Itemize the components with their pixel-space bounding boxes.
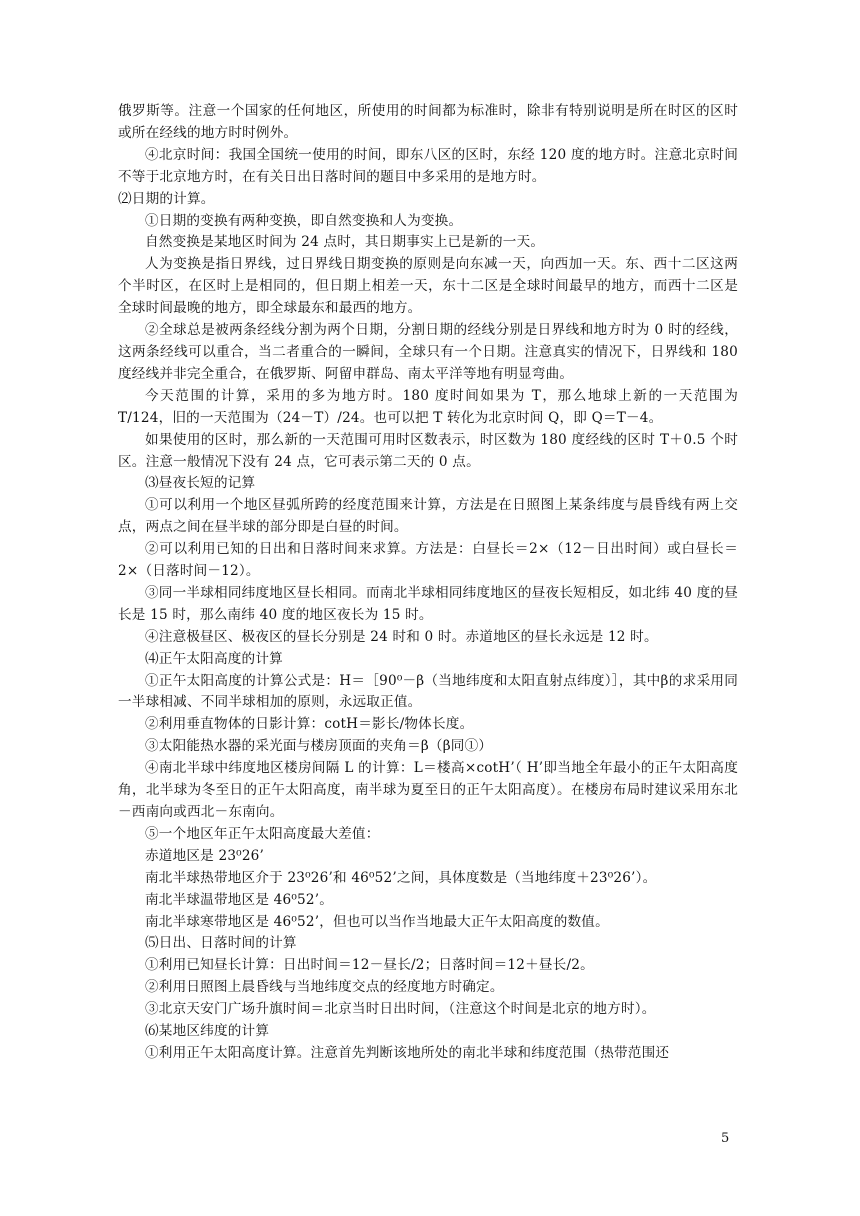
- section-heading: ⑸日出、日落时间的计算: [145, 935, 297, 952]
- paragraph: ④南北半球中纬度地区楼房间隔 L 的计算：L＝楼高×cotH’（ H’即当地全年最小的正午太阳高度角，北半球为冬至日的正午太阳高度，南半球为夏至日的正午太阳高度）。在楼房布局时建议采用东北－西南向或西北－东南向。: [118, 760, 738, 820]
- section-heading: ⑷正午太阳高度的计算: [145, 650, 283, 667]
- paragraph: ④北京时间：我国全国统一使用的时间，即东八区的区时，东经 120 度的地方时。注意北京时间不等于北京地方时，在有关日出日落时间的题目中多采用的是地方时。: [118, 146, 738, 185]
- paragraph: 俄罗斯等。注意一个国家的任何地区，所使用的时间都为标准时，除非有特别说明是所在时区的区时或所在经线的地方时时例外。: [118, 103, 738, 141]
- paragraph: ③同一半球相同纬度地区昼长相同。而南北半球相同纬度地区的昼夜长短相反，如北纬 40 度的昼长是 15 时，那么南纬 40 度的地区夜长为 15 时。: [118, 584, 738, 623]
- paragraph: ③北京天安门广场升旗时间＝北京当时日出时间，（注意这个时间是北京的地方时）。: [145, 1001, 656, 1018]
- paragraph: 南北半球温带地区是 46⁰52’。: [145, 891, 334, 908]
- paragraph: ①可以利用一个地区昼弧所跨的经度范围来计算，方法是在日照图上某条纬度与晨昏线有两上交点，两点之间在昼半球的部分即是白昼的时间。: [118, 497, 738, 536]
- paragraph: ①利用正午太阳高度计算。注意首先判断该地所处的南北半球和纬度范围（热带范围还: [145, 1044, 670, 1061]
- paragraph: ③太阳能热水器的采光面与楼房顶面的夹角＝β（β同①）: [145, 738, 493, 755]
- paragraph: 南北半球寒带地区是 46⁰52’，但也可以当作当地最大正午太阳高度的数值。: [145, 913, 609, 930]
- paragraph: ④注意极昼区、极夜区的昼长分别是 24 时和 0 时。赤道地区的昼长永远是 12 时。: [145, 628, 658, 645]
- paragraph: 自然变换是某地区时间为 24 点时，其日期事实上已是新的一天。: [145, 234, 545, 251]
- paragraph: 如果使用的区时，那么新的一天范围可用时区数表示，时区数为 180 度经线的区时 T＋0.5 个时区。注意一般情况下没有 24 点，它可表示第二天的 0 点。: [118, 431, 738, 470]
- paragraph: ②全球总是被两条经线分割为两个日期，分割日期的经线分别是日界线和地方时为 0 时的经线，这两条经线可以重合，当二者重合的一瞬间，全球只有一个日期。注意真实的情况下，日界线和 180 度经线并非完全重合，在俄罗斯、阿留申群岛、南太平洋等地有明显弯曲。: [118, 322, 738, 382]
- section-heading: ⑹某地区纬度的计算: [145, 1023, 270, 1040]
- paragraph: 人为变换是指日界线，过日界线日期变换的原则是向东减一天，向西加一天。东、西十二区这两个半时区，在区时上是相同的，但日期上相差一天，东十二区是全球时间最早的地方，而西十二区是全球时间最晚的地方，即全球最东和最西的地方。: [118, 256, 738, 317]
- paragraph: 今天范围的计算，采用的多为地方时。180 度时间如果为 T，那么地球上新的一天范围为 T/124，旧的一天范围为（24－T）/24。也可以把 T 转化为北京时间 Q，即 Q＝T－4。: [118, 387, 738, 426]
- paragraph: ①利用已知昼长计算：日出时间＝12－昼长/2；日落时间＝12＋昼长/2。: [145, 957, 594, 974]
- paragraph: ①正午太阳高度的计算公式是：H＝［90⁰－β（当地纬度和太阳直射点纬度）］，其中β的求采用同一半球相减、不同半球相加的原则，永远取正值。: [118, 672, 738, 711]
- paragraph: ②利用垂直物体的日影计算：cotH＝影长/物体长度。: [145, 716, 474, 733]
- paragraph: ①日期的变换有两种变换，即自然变换和人为变换。: [145, 212, 463, 229]
- body-text: [118, 101, 738, 1065]
- section-heading: ⑶昼夜长短的记算: [145, 475, 256, 492]
- page-number: 5: [721, 1131, 730, 1146]
- paragraph: ②利用日照图上晨昏线与当地纬度交点的经度地方时确定。: [145, 979, 504, 996]
- paragraph: ⑤一个地区年正午太阳高度最大差值：: [145, 825, 380, 842]
- paragraph: 赤道地区是 23⁰26’: [145, 847, 265, 864]
- section-heading: ⑵日期的计算。: [118, 190, 215, 207]
- paragraph: 南北半球热带地区介于 23⁰26’和 46⁰52’之间，具体度数是（当地纬度＋23⁰26’）。: [145, 869, 657, 886]
- paragraph: ②可以利用已知的日出和日落时间来求算。方法是：白昼长＝2×（12－日出时间）或白昼长＝2×（日落时间－12）。: [118, 541, 738, 580]
